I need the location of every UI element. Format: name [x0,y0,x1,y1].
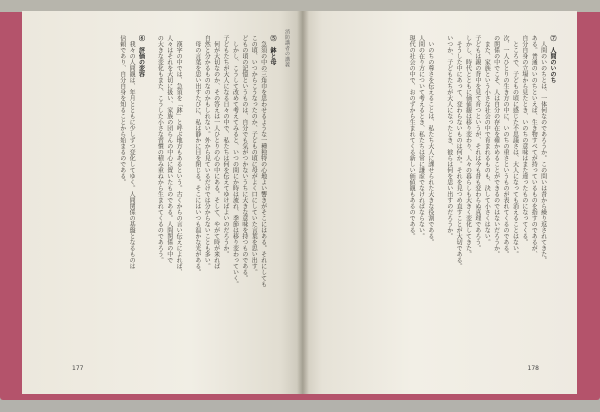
text-column: 母の言葉を思い出すたびに、私は静かに目を閉じる。そこにはいつも温かな光がある。 [193,35,201,275]
text-column: ある。普通のいのちといえば、生き物すべてが持っているものを指すのであるが、 [530,35,538,257]
text-column: ⑦ 人間のいのち [549,35,556,83]
text-column: 子どもたちが大人になる日々の中で、私たちは何を伝えてゆけばよいのだろうか。 [222,35,230,257]
text-column: 急須の中の三角巾を思わせるような一種独特の心地よい響きがそこにはある。それにしても [259,35,267,287]
page-number-right: 178 [527,365,539,372]
running-head: 消防講者の講義 [284,29,290,68]
text-column: 自分自身の立場から見たとき、いのちの意味はまた違ったものになってくる。 [520,35,528,245]
text-column: 漢字の中では、急須を「鉢」と呼ぶ地方もあるという。古くからの言い伝えによれば、 [175,35,183,275]
text-column: の関係の中でこそ、人は自分の存在を確かめることができるのではないだろうか。 [492,35,500,257]
text-column [183,35,192,371]
text-column: 信頼であり、自分自身を知ることから始まるのである。 [118,35,126,185]
right-page [303,11,577,394]
text-column: の大きな変化もまた、こうした小さな習慣の積み重ねから生まれてくるのであろう。 [156,35,164,263]
right-page-text [331,35,557,371]
text-column: そうした中にあって、変わらないものは何か。それを見つめ直すことが大切である。 [455,35,463,269]
text-column: 我々の人間観は、年月とともに少しずつ変化してゆく。人間関係の基盤となるものは [128,35,136,269]
text-column: 人間のいのちとは、一体何なのであろうか。この問いは昔から繰り返されてきた。 [539,35,547,263]
text-column: いつか、子どもたちが大人になったとき、彼らは何を思い出すのだろうか。 [445,35,453,239]
text-column: 次、一人ひとりの生き方の中に、いのちの重さというものが表れてくるのである。 [502,35,510,257]
text-column: ⑤ 鉢と母 [269,35,276,65]
text-column: 人々はそれを大切に扱い、家族の団らんの中心に置いたものである。人間関係の中で [165,35,173,263]
text-column: しかし、こうして改めて考えてみると、いつの間にか時は流れ、季節は移り変わっていく。 [231,35,239,287]
text-column: いのちの尊さを伝えることは、私たち大人に課せられた大きな役割である。 [426,35,434,245]
text-column [146,35,155,371]
text-column: また、家族という小さな社会の中で育まれるものも、決して小さくはない。 [483,35,491,245]
text-column: 子どもは親の背中を見て育つというが、それは今も昔も変わらぬ真理であろう。 [473,35,481,251]
left-page-text [49,35,277,371]
text-column: しかし、時代とともに価値観は移り変わり、人々の暮らしも大きく変化してきた。 [464,35,472,257]
text-column [435,35,444,371]
text-column: 何が大切なのか、その答えは一人ひとりの心の中にある。そして、やがて時が来れば [212,35,220,269]
book-gutter [297,11,309,394]
page-number-left: 177 [72,365,84,372]
text-column: どもの頃の記憶というものは、自分でも気がつかないうちに大きな意味を持つものである。 [240,35,248,281]
text-column: 現代の社会の中で、おのずから生まれてくる新しい価値観もあるのである。 [408,35,416,239]
text-column: 人間の在り方について考えるとき、私たちは常に謙虚でなければならない。 [417,35,425,239]
text-column: この頃、いつからこうなったのか、子どもの頃に母がよく口にしていた言葉を思い出す。 [250,35,258,275]
text-column: 自然と分かるものなのかもしれない。外から見ているだけでは分からないことも多い。 [203,35,211,269]
left-page [22,11,303,394]
text-column: ⑥ 評価の変容 [137,35,145,77]
text-column: ところで、子どもの頃に感じた不思議さは、大人になっても消えることはない。 [511,35,519,257]
